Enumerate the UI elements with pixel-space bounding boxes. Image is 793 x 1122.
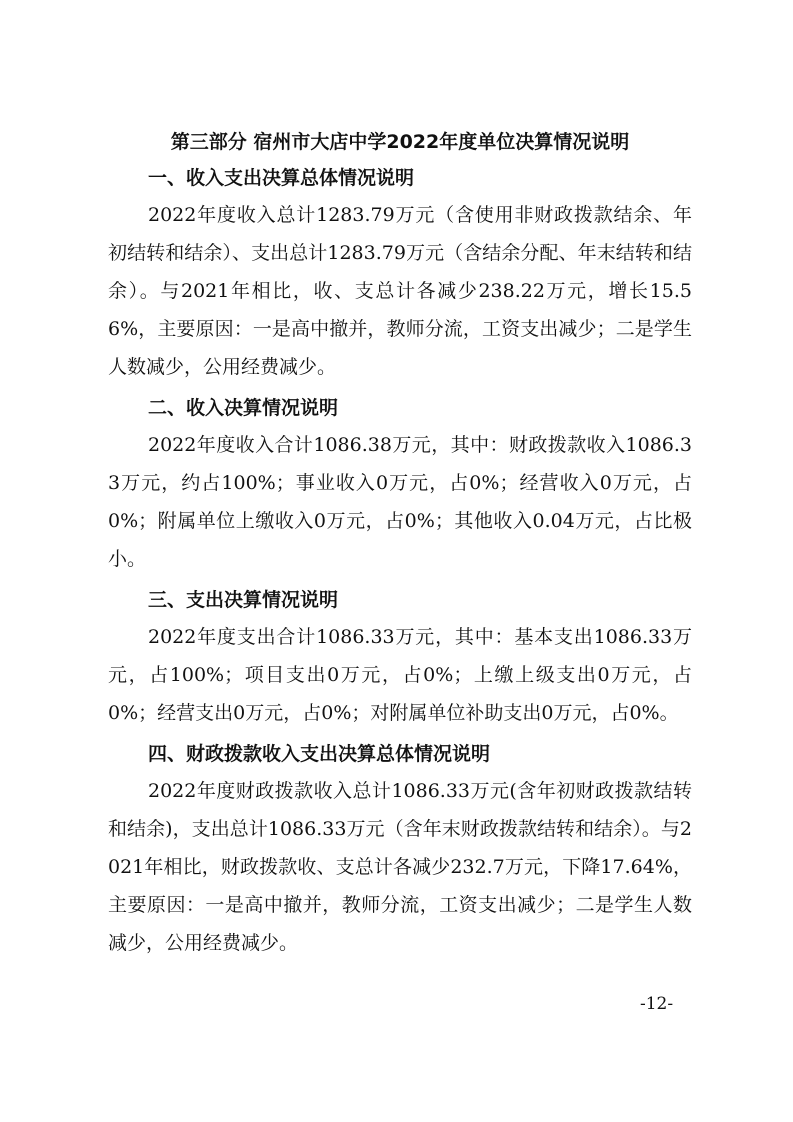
section-body-1: 2022年度收入总计1283.79万元（含使用非财政拨款结余、年初结转和结余）、支出总计1283.79万元（含结余分配、年末结转和结余）。与2021年相比，收、支总计各减少238.22万元，增长15.56%，主要原因：一是高中撤并，教师分流，工资支出减少；二是学生人数减少，公用经费减少。 [108, 204, 692, 378]
section-heading-3: 三、支出决算情况说明 [148, 589, 339, 611]
section-body-4: 2022年度财政拨款收入总计1086.33万元(含年初财政拨款结转和结余)，支出总计1086.33万元（含年末财政拨款结转和结余）。与2021年相比，财政拨款收、支总计各减少232.7万元，下降17.64%，主要原因：一是高中撤并，教师分流，工资支出减少；二是学生人数减少，公用经费减少。 [108, 780, 692, 954]
section-heading-4: 四、财政拨款收入支出决算总体情况说明 [148, 743, 491, 765]
section-body-2: 2022年度收入合计1086.38万元，其中：财政拨款收入1086.33万元，约占100%；事业收入0万元，占0%；经营收入0万元，占0%；附属单位上缴收入0万元，占0%；其他收入0.04万元，占比极小。 [108, 434, 692, 570]
document-page [108, 124, 692, 966]
page-number: -12- [640, 994, 674, 1014]
document-title: 第三部分 宿州市大店中学2022年度单位决算情况说明 [170, 131, 630, 153]
section-body-3: 2022年度支出合计1086.33万元，其中：基本支出1086.33万元，占100%；项目支出0万元，占0%；上缴上级支出0万元，占0%；经营支出0万元，占0%；对附属单位补助支出0万元，占0%。 [108, 626, 692, 724]
section-heading-1: 一、收入支出决算总体情况说明 [148, 167, 415, 189]
section-heading-2: 二、收入决算情况说明 [148, 397, 339, 419]
